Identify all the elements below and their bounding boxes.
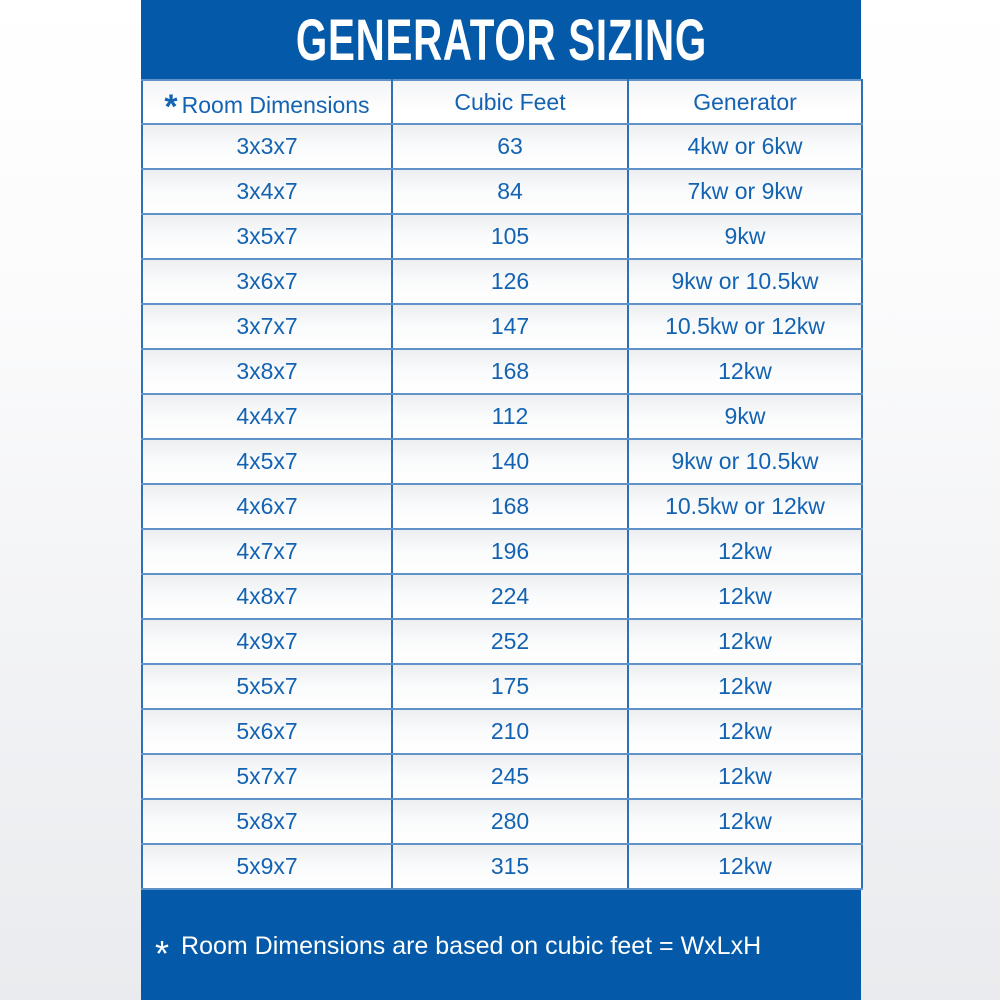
table-header — [142, 80, 862, 124]
table-cell: 9kw — [628, 214, 862, 259]
table-row — [142, 844, 862, 889]
footnote — [155, 925, 855, 974]
table-cell: 12kw — [628, 349, 862, 394]
table-cell: 5x9x7 — [142, 844, 392, 889]
table-cell: 5x7x7 — [142, 754, 392, 799]
table-cell: 140 — [392, 439, 628, 484]
footnote-text: Room Dimensions are based on cubic feet = WxLxH — [181, 931, 762, 960]
table-cell: 9kw — [628, 394, 862, 439]
table-header-row — [142, 80, 862, 124]
table-cell: 12kw — [628, 529, 862, 574]
table-cell: 10.5kw or 12kw — [628, 304, 862, 349]
table-cell: 12kw — [628, 754, 862, 799]
table-cell: 12kw — [628, 844, 862, 889]
table-cell: 5x8x7 — [142, 799, 392, 844]
table-cell: 63 — [392, 124, 628, 169]
page-title: GENERATOR SIZING — [295, 6, 707, 73]
column-header-label: Room Dimensions — [181, 91, 370, 118]
table-row — [142, 169, 862, 214]
table-cell: 9kw or 10.5kw — [628, 439, 862, 484]
table-cell: 315 — [392, 844, 628, 889]
table-cell: 5x6x7 — [142, 709, 392, 754]
table-cell: 3x3x7 — [142, 124, 392, 169]
table-cell: 245 — [392, 754, 628, 799]
table-cell: 5x5x7 — [142, 664, 392, 709]
table-row — [142, 709, 862, 754]
table-cell: 280 — [392, 799, 628, 844]
column-header-room-dimensions — [142, 80, 392, 124]
table-cell: 10.5kw or 12kw — [628, 484, 862, 529]
table-cell: 112 — [392, 394, 628, 439]
table-cell: 84 — [392, 169, 628, 214]
table-cell: 224 — [392, 574, 628, 619]
table-row — [142, 484, 862, 529]
table-cell: 252 — [392, 619, 628, 664]
title-band — [141, 0, 861, 79]
table-cell: 168 — [392, 484, 628, 529]
table-body — [142, 124, 862, 889]
table-row — [142, 574, 862, 619]
table-cell: 4kw or 6kw — [628, 124, 862, 169]
table-cell: 105 — [392, 214, 628, 259]
table-row — [142, 619, 862, 664]
table-cell: 12kw — [628, 709, 862, 754]
table-row — [142, 529, 862, 574]
table-cell: 4x5x7 — [142, 439, 392, 484]
table-row — [142, 259, 862, 304]
table-cell: 3x7x7 — [142, 304, 392, 349]
table-cell: 210 — [392, 709, 628, 754]
table-cell: 4x7x7 — [142, 529, 392, 574]
table-row — [142, 349, 862, 394]
table-row — [142, 754, 862, 799]
table-cell: 12kw — [628, 799, 862, 844]
asterisk-icon: * — [155, 933, 170, 974]
table-cell: 126 — [392, 259, 628, 304]
table-cell: 3x5x7 — [142, 214, 392, 259]
table-row — [142, 799, 862, 844]
table-cell: 12kw — [628, 664, 862, 709]
table-cell: 12kw — [628, 619, 862, 664]
table-row — [142, 439, 862, 484]
table-row — [142, 394, 862, 439]
column-header-cubic-feet: Cubic Feet — [392, 80, 628, 124]
table-cell: 12kw — [628, 574, 862, 619]
generator-sizing-table — [141, 79, 863, 890]
table-row — [142, 664, 862, 709]
table-cell: 147 — [392, 304, 628, 349]
table-cell: 196 — [392, 529, 628, 574]
table-row — [142, 304, 862, 349]
table-cell: 4x6x7 — [142, 484, 392, 529]
column-header-generator: Generator — [628, 80, 862, 124]
table-cell: 175 — [392, 664, 628, 709]
generator-sizing-panel — [141, 0, 861, 1000]
table-cell: 168 — [392, 349, 628, 394]
table-cell: 4x8x7 — [142, 574, 392, 619]
table-cell: 3x4x7 — [142, 169, 392, 214]
asterisk-icon: * — [164, 87, 178, 124]
table-cell: 4x4x7 — [142, 394, 392, 439]
table-cell: 3x8x7 — [142, 349, 392, 394]
table-row — [142, 124, 862, 169]
table-cell: 3x6x7 — [142, 259, 392, 304]
table-cell: 4x9x7 — [142, 619, 392, 664]
table-cell: 9kw or 10.5kw — [628, 259, 862, 304]
table-cell: 7kw or 9kw — [628, 169, 862, 214]
table-row — [142, 214, 862, 259]
